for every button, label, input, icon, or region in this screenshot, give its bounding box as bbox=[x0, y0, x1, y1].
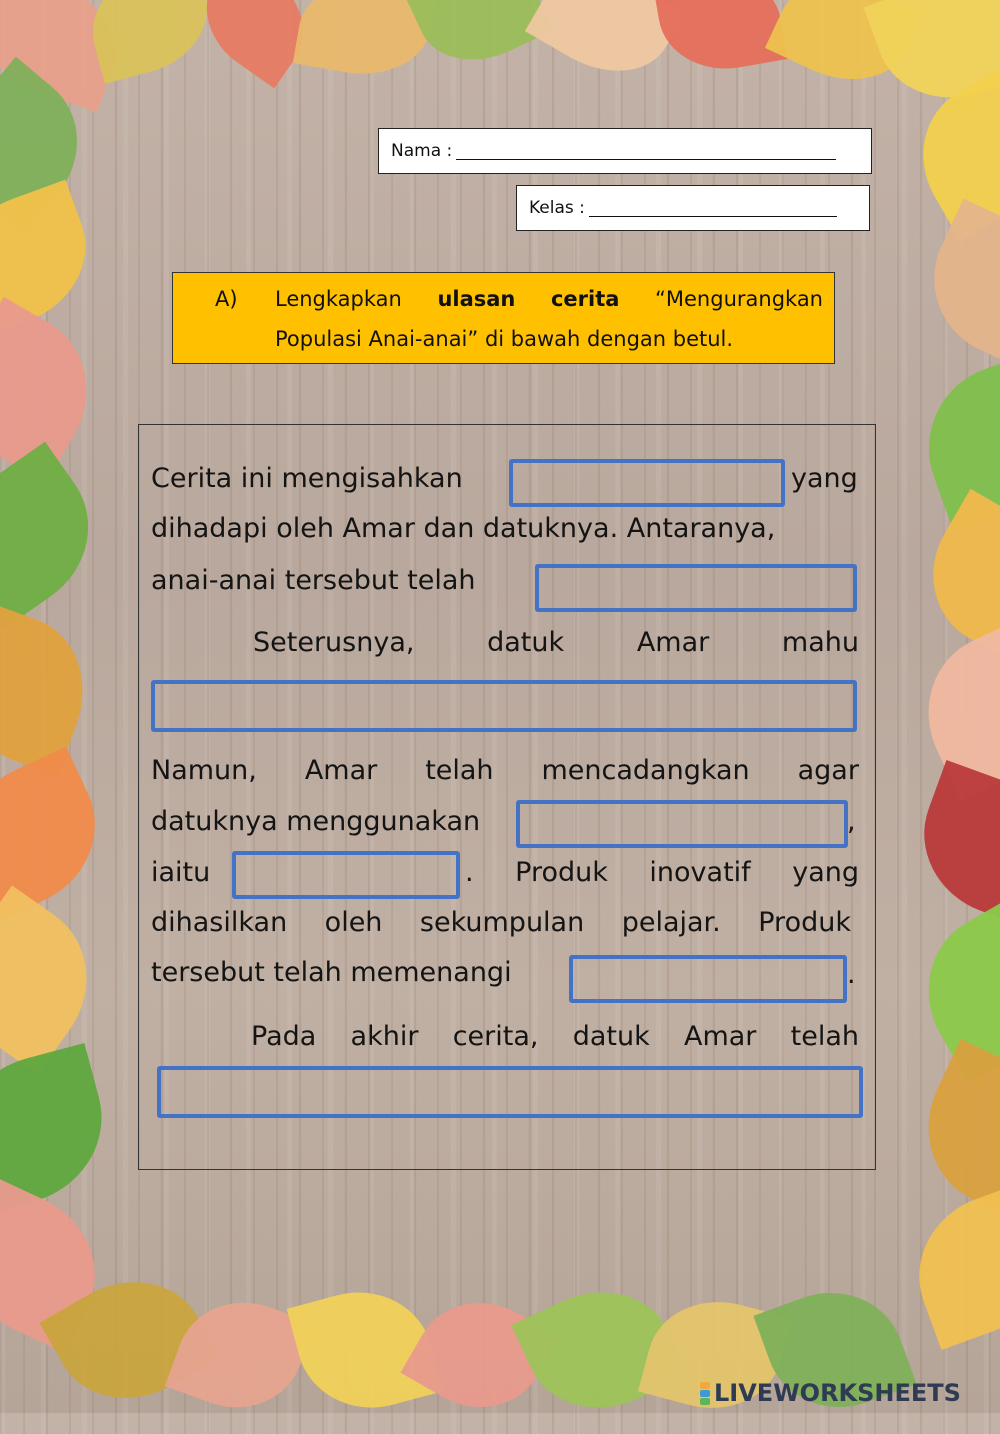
instruction-box bbox=[172, 272, 835, 364]
story-word: dihasilkan bbox=[151, 907, 288, 938]
story-text: iaitu bbox=[151, 857, 211, 888]
name-line[interactable] bbox=[456, 143, 836, 160]
instruction-word-bold: cerita bbox=[550, 287, 620, 311]
story-word: akhir bbox=[350, 1021, 419, 1052]
liveworksheets-logo[interactable] bbox=[700, 1378, 961, 1408]
answer-blank-5[interactable] bbox=[232, 851, 460, 899]
instruction-word-bold: ulasan bbox=[437, 287, 516, 311]
story-line bbox=[151, 907, 851, 938]
story-word: Produk bbox=[758, 907, 851, 938]
story-word: Amar bbox=[683, 1021, 757, 1052]
story-text: tersebut telah memenangi bbox=[151, 957, 512, 988]
story-text: . bbox=[847, 959, 856, 990]
answer-blank-4[interactable] bbox=[516, 800, 848, 848]
story-word: yang bbox=[792, 857, 859, 888]
story-text: anai-anai tersebut telah bbox=[151, 565, 476, 596]
story-text: , bbox=[847, 806, 856, 837]
story-word: Amar bbox=[636, 627, 710, 658]
answer-blank-2[interactable] bbox=[535, 564, 857, 612]
story-word: oleh bbox=[324, 907, 383, 938]
answer-blank-3[interactable] bbox=[151, 680, 857, 732]
story-word: mahu bbox=[781, 627, 859, 658]
instruction-line-2: Populasi Anai-anai” di bawah dengan betul. bbox=[275, 327, 734, 351]
story-word: Namun, bbox=[151, 755, 257, 786]
story-word: datuk bbox=[487, 627, 565, 658]
name-field[interactable] bbox=[378, 128, 872, 174]
brand-text: LIVEWORKSHEETS bbox=[714, 1379, 961, 1407]
story-text: datuknya menggunakan bbox=[151, 806, 481, 837]
story-text: dihadapi oleh Amar dan datuknya. Antaranya, bbox=[151, 513, 776, 544]
story-word: sekumpulan bbox=[419, 907, 585, 938]
brand-icon bbox=[700, 1382, 710, 1405]
instruction-word: Lengkapkan bbox=[275, 287, 402, 311]
story-line bbox=[151, 755, 859, 786]
story-word: telah bbox=[790, 1021, 859, 1052]
story-word: telah bbox=[425, 755, 494, 786]
class-line[interactable] bbox=[589, 200, 837, 217]
story-text: Cerita ini mengisahkan bbox=[151, 463, 463, 494]
story-word: datuk bbox=[572, 1021, 650, 1052]
story-word: Pada bbox=[251, 1021, 317, 1052]
instruction-word: “Mengurangkan bbox=[655, 287, 823, 311]
story-box bbox=[138, 424, 876, 1170]
story-word: Produk bbox=[515, 857, 608, 888]
class-field[interactable] bbox=[516, 185, 870, 231]
story-line bbox=[465, 857, 859, 888]
story-word: cerita, bbox=[452, 1021, 539, 1052]
answer-blank-7[interactable] bbox=[157, 1066, 863, 1118]
name-label: Nama : bbox=[391, 141, 453, 161]
story-line bbox=[253, 627, 859, 658]
story-word: . bbox=[465, 857, 474, 888]
instruction-letter: A) bbox=[215, 287, 238, 311]
story-line bbox=[251, 1021, 859, 1052]
story-word: mencadangkan bbox=[541, 755, 750, 786]
story-word: inovatif bbox=[649, 857, 751, 888]
answer-blank-1[interactable] bbox=[509, 459, 785, 507]
instruction-line-1 bbox=[275, 287, 823, 311]
class-label: Kelas : bbox=[529, 198, 585, 218]
story-word: pelajar. bbox=[621, 907, 721, 938]
story-word: agar bbox=[797, 755, 859, 786]
story-word: Amar bbox=[304, 755, 378, 786]
answer-blank-6[interactable] bbox=[569, 955, 847, 1003]
story-text: yang bbox=[791, 463, 858, 494]
story-word: Seterusnya, bbox=[253, 627, 415, 658]
